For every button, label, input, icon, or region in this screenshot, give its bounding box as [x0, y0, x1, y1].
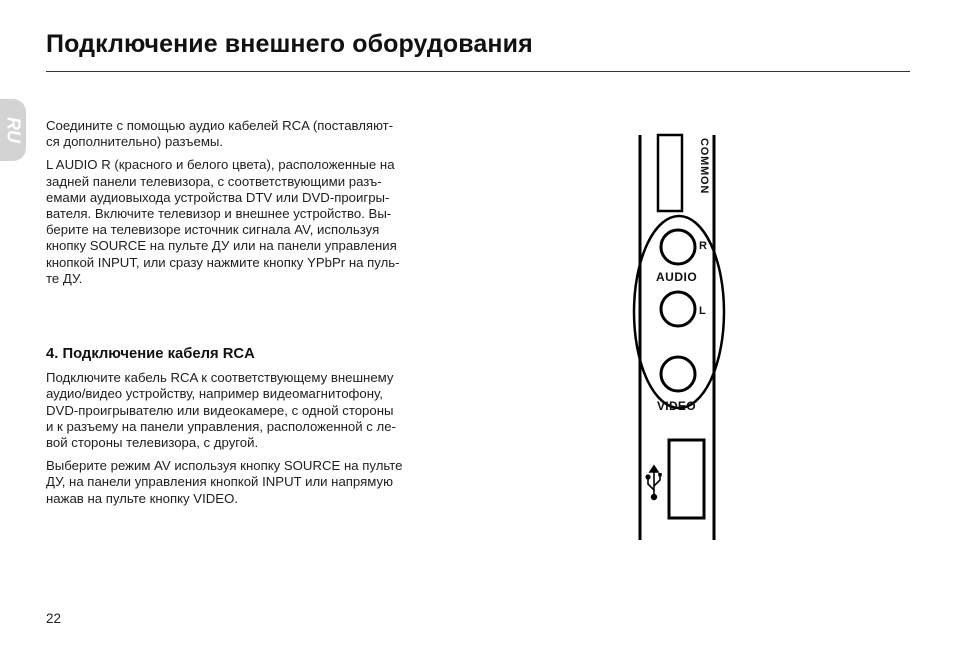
audio-l-jack	[661, 292, 695, 326]
audio-l-label: L	[699, 305, 706, 317]
title-rule	[46, 71, 910, 72]
text-line: и к разъему на панели управления, расположенной с ле-	[46, 418, 396, 434]
usb-port	[669, 440, 704, 518]
text-column	[46, 118, 454, 507]
language-tab	[0, 99, 26, 161]
text-line: задней панели телевизора, с соответствующими разъ-	[46, 173, 382, 189]
text-line: те ДУ.	[46, 270, 83, 286]
common-slot	[658, 135, 682, 211]
video-label: VIDEO	[657, 399, 696, 413]
paragraph-intro	[46, 118, 454, 150]
common-label: COMMON	[698, 138, 710, 195]
video-jack	[661, 357, 695, 391]
text-line: аудио/видео устройству, например видеомагнитофону,	[46, 386, 383, 402]
text-line: нажав на пульте кнопку VIDEO.	[46, 490, 238, 506]
page-title: Подключение внешнего оборудования	[46, 30, 533, 58]
text-line: Выберите режим AV используя кнопку SOURCE на пульте	[46, 458, 403, 474]
paragraph-rca	[46, 370, 454, 451]
audio-r-jack	[661, 230, 695, 264]
text-line: вателя. Включите телевизор и внешнее устройство. Вы-	[46, 206, 392, 222]
language-tab-label: RU	[3, 117, 24, 143]
audio-label: AUDIO	[656, 270, 698, 284]
text-line: ДУ, на панели управления кнопкой INPUT или напрямую	[46, 474, 393, 490]
text-line: вой стороны телевизора, с другой.	[46, 435, 259, 451]
text-line: берите на телевизоре источник сигнала AV, используя	[46, 222, 380, 238]
text-line: кнопкой INPUT, или сразу нажмите кнопку YPbPr на пуль-	[46, 254, 400, 270]
text-line: кнопку SOURCE на пульте ДУ или на панели управления	[46, 238, 397, 254]
audio-r-label: R	[699, 240, 707, 252]
text-line: DVD-проигрывателю или видеокамере, с одной стороны	[46, 402, 394, 418]
text-line: Соедините с помощью аудио кабелей RCA (поставляют-	[46, 118, 394, 133]
text-line: L AUDIO R (красного и белого цвета), расположенные на	[46, 157, 395, 173]
text-line: емами аудиовыхода устройства DTV или DVD-проигры-	[46, 189, 390, 205]
usb-icon	[646, 466, 662, 499]
connector-panel-diagram	[600, 125, 740, 545]
section-heading: 4. Подключение кабеля RCA	[46, 346, 255, 363]
paragraph-av-mode	[46, 458, 454, 507]
page-number: 22	[46, 611, 62, 626]
paragraph-audio	[46, 157, 454, 287]
text-line: ся дополнительно) разъемы.	[46, 134, 224, 150]
text-line: Подключите кабель RCA к соответствующему внешнему	[46, 370, 394, 386]
